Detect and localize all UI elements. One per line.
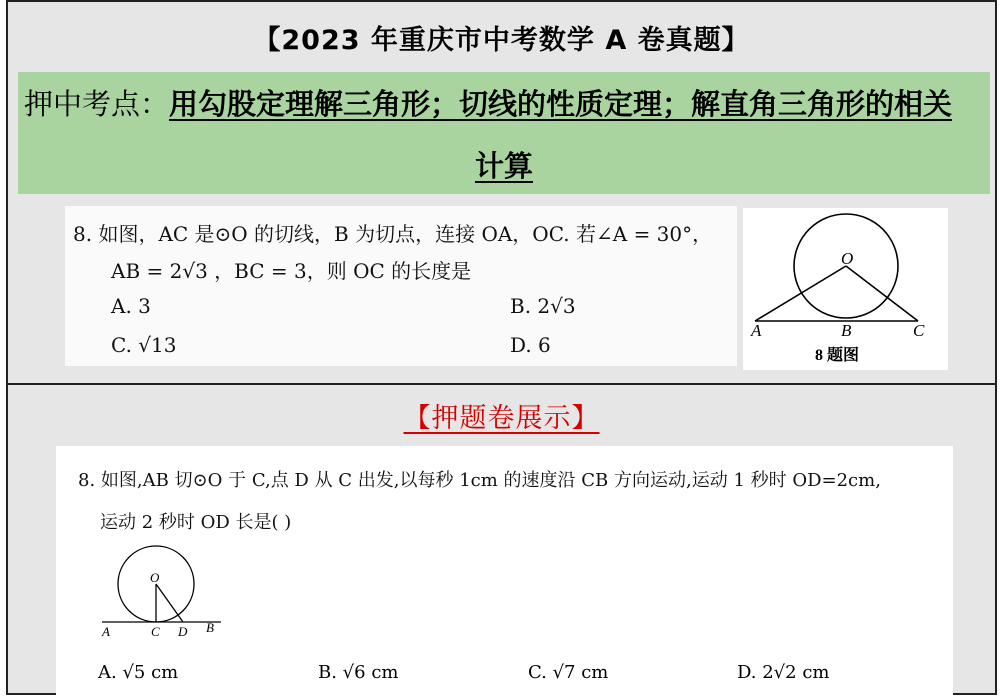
label-o: O <box>841 249 854 268</box>
exam-option-c: C. √13 <box>111 333 177 357</box>
section-divider <box>8 383 995 385</box>
exam-option-b: B. 2√3 <box>510 294 576 318</box>
predicted-option-c: C. √7 cm <box>528 662 609 683</box>
segment-oc <box>846 266 918 321</box>
label-c: C <box>151 624 160 639</box>
label-c: C <box>913 321 925 340</box>
segment-od <box>156 584 183 622</box>
key-points-line-1 <box>24 82 952 123</box>
exam-option-d: D. 6 <box>510 333 551 357</box>
key-points-text-1: 用勾股定理解三角形；切线的性质定理；解直角三角形的相关 <box>169 87 953 121</box>
predicted-figure <box>96 542 236 644</box>
label-b: B <box>841 321 852 340</box>
predicted-option-a: A. √5 cm <box>98 662 179 683</box>
key-points-box <box>18 72 990 194</box>
label-b: B <box>206 620 214 635</box>
key-points-text-2: 计算 <box>474 149 533 183</box>
label-d: D <box>178 624 188 639</box>
exam-figure <box>743 208 948 370</box>
exam-question-line-1: 8. 如图，AC 是⊙O 的切线，B 为切点，连接 OA，OC. 若∠A = 30°， <box>73 222 713 246</box>
predicted-question <box>56 446 953 696</box>
exam-option-a: A. 3 <box>111 294 151 318</box>
predicted-question-line-2: 运动 2 秒时 OD 长是( ) <box>100 512 292 533</box>
label-o: O <box>150 570 160 585</box>
exam-figure-diagram <box>743 208 948 370</box>
predicted-question-line-1: 8. 如图,AB 切⊙O 于 C,点 D 从 C 出发,以每秒 1cm 的速度沿 CB 方向运动,运动 1 秒时 OD=2cm, <box>78 470 881 491</box>
figure-caption: 8 题图 <box>815 347 860 364</box>
section2-title: 【押题卷展示】 <box>403 403 600 434</box>
page-title: 【2023 年重庆市中考数学 A 卷真题】 <box>253 25 750 56</box>
key-points-label: 押中考点： <box>24 87 170 121</box>
label-a: A <box>102 624 110 639</box>
exam-question <box>65 206 737 366</box>
exam-question-line-2: AB = 2√3 ，BC = 3，则 OC 的长度是 <box>111 259 472 283</box>
label-a: A <box>751 321 762 340</box>
predicted-option-d: D. 2√2 cm <box>737 662 830 683</box>
page-frame <box>6 0 997 695</box>
segment-oa <box>755 266 846 321</box>
key-points-line-2 <box>18 144 990 185</box>
predicted-option-b: B. √6 cm <box>318 662 399 683</box>
